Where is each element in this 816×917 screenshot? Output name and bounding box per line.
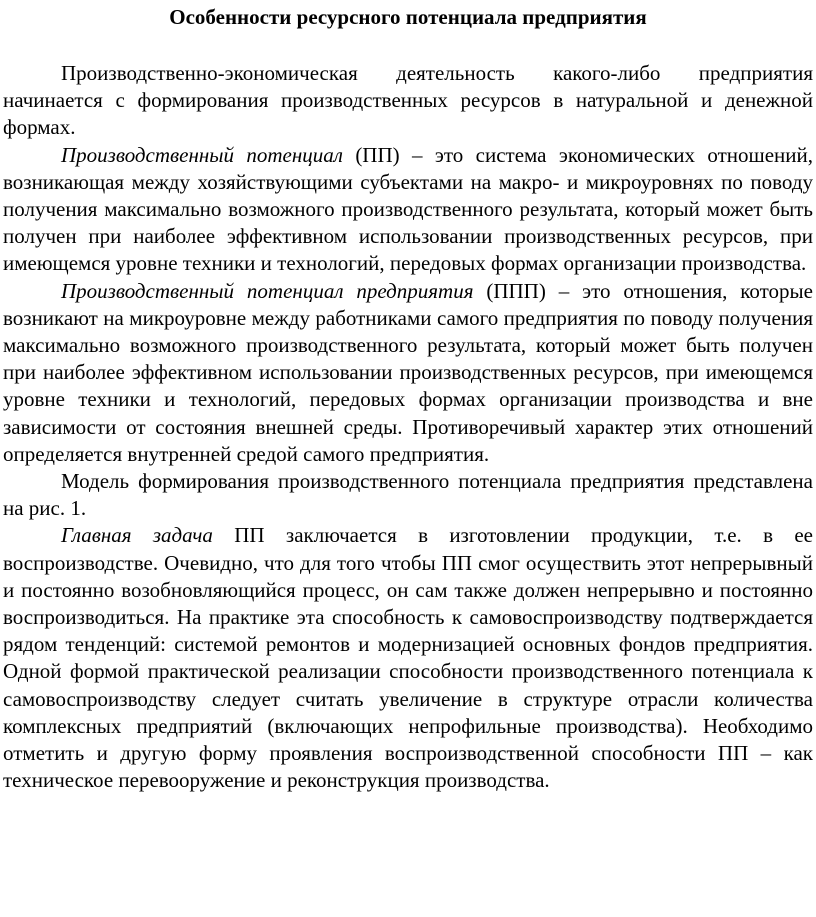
paragraph-text: Модель формирования производственного потенциала предприятия представлена на рис. 1. [3, 469, 813, 521]
paragraph-intro [3, 60, 813, 142]
paragraph-text: Производственно-экономическая деятельность какого-либо предприятия начинается с формирования производственных ресурсов в натуральной и денежной формах. [3, 61, 813, 140]
italic-term: Главная задача [61, 523, 213, 548]
italic-term: Производственный потенциал предприятия [61, 278, 474, 303]
paragraph-production-potential [3, 142, 813, 278]
italic-term: Производственный потенциал [61, 142, 343, 167]
paragraph-text: (ППП) – это отношения, которые возникают на микроуровне между работниками самого предприятия по поводу получения максимально возможного производственного результата, который может быть получен при наиболее эффективном использовании производственных ресурсов, при имеющемся уровне техники и технологий, передовых формах организации производства и вне зависимости от состояния внешней среды. Противоречивый характер этих отношений определяется внутренней средой самого предприятия. [3, 278, 813, 466]
paragraph-main-task [3, 522, 813, 794]
paragraph-model-reference [3, 468, 813, 522]
paragraph-text: ПП заключается в изготовлении продукции, т.е. в ее воспроизводстве. Очевидно, что для того чтобы ПП смог осуществить этот непрерывный и постоянно возобновляющийся процесс, он сам также должен непрерывно и постоянно воспроизводиться. На практике эта способность к самовоспроизводству подтверждается рядом тенденций: системой ремонтов и модернизацией основных фондов предприятия. Одной формой практической реализации способности производственного потенциала к самовоспроизводству следует считать увеличение в структуре отрасли количества комплексных предприятий (включающих непрофильные производства). Необходимо отметить и другую форму проявления воспроизводственной способности ПП – как техническое перевооружение и реконструкция производства. [3, 523, 814, 793]
paragraph-enterprise-potential [3, 278, 813, 468]
document-title: Особенности ресурсного потенциала предприятия [169, 5, 647, 29]
paragraph-text: (ПП) – это система экономических отношений, возникающая между хозяйствующими субъектами на макро- и микроуровнях по поводу получения максимально возможного производственного результата, который может быть получен при наиболее эффективном использовании производственных ресурсов, при имеющемся уровне техники и технологий, передовых формах организации производства. [3, 142, 813, 276]
